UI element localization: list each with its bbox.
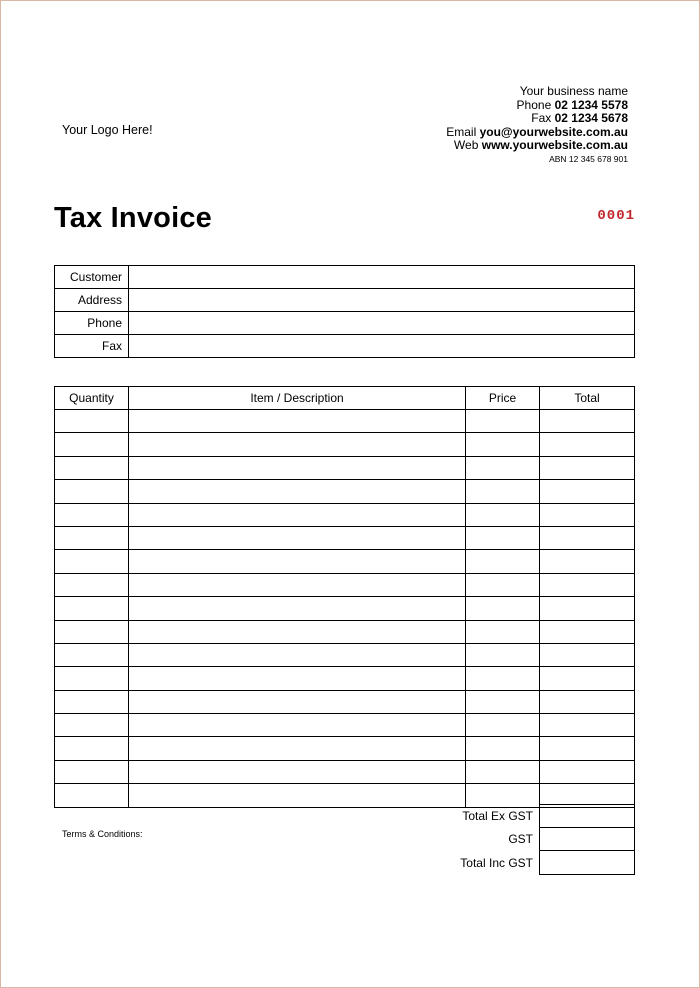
customer-row-fax — [55, 335, 635, 358]
cell-quantity[interactable] — [55, 620, 129, 643]
cell-total[interactable] — [540, 410, 635, 433]
cell-description[interactable] — [129, 550, 466, 573]
cell-description[interactable] — [129, 456, 466, 479]
cell-total[interactable] — [540, 573, 635, 596]
gst-field[interactable] — [539, 828, 635, 852]
cell-quantity[interactable] — [55, 503, 129, 526]
customer-label-phone: Phone — [55, 312, 129, 335]
cell-total[interactable] — [540, 480, 635, 503]
cell-quantity[interactable] — [55, 597, 129, 620]
cell-total[interactable] — [540, 737, 635, 760]
business-email: Email you@yourwebsite.com.au — [446, 124, 628, 139]
customer-label-fax: Fax — [55, 335, 129, 358]
table-row — [55, 433, 635, 456]
table-row — [55, 714, 635, 737]
business-web: Web www.yourwebsite.com.au — [453, 138, 628, 153]
customer-table — [54, 265, 635, 358]
items-table — [54, 386, 635, 808]
totals-section — [400, 804, 635, 875]
cell-description[interactable] — [129, 667, 466, 690]
customer-field-address[interactable] — [129, 289, 635, 312]
table-row — [55, 503, 635, 526]
gst-label: GST — [508, 832, 533, 847]
cell-price[interactable] — [466, 573, 540, 596]
cell-description[interactable] — [129, 737, 466, 760]
table-row — [55, 526, 635, 549]
cell-description[interactable] — [129, 503, 466, 526]
business-abn: ABN 12 345 678 901 — [549, 153, 628, 164]
cell-price[interactable] — [466, 690, 540, 713]
items-header-row — [55, 387, 635, 410]
header-quantity: Quantity — [55, 387, 129, 410]
cell-description[interactable] — [129, 410, 466, 433]
cell-price[interactable] — [466, 410, 540, 433]
cell-price[interactable] — [466, 550, 540, 573]
table-row — [55, 597, 635, 620]
total-ex-gst-label: Total Ex GST — [462, 808, 533, 823]
cell-quantity[interactable] — [55, 784, 129, 807]
customer-row-customer — [55, 266, 635, 289]
terms-label: Terms & Conditions: — [62, 829, 143, 839]
customer-row-phone — [55, 312, 635, 335]
total-inc-gst-label: Total Inc GST — [460, 855, 533, 870]
cell-price[interactable] — [466, 643, 540, 666]
cell-quantity[interactable] — [55, 643, 129, 666]
cell-total[interactable] — [540, 667, 635, 690]
cell-quantity[interactable] — [55, 550, 129, 573]
cell-price[interactable] — [466, 667, 540, 690]
business-phone: Phone 02 1234 5578 — [516, 97, 628, 112]
table-row — [55, 550, 635, 573]
cell-quantity[interactable] — [55, 714, 129, 737]
cell-quantity[interactable] — [55, 433, 129, 456]
header-price: Price — [466, 387, 540, 410]
page-title: Tax Invoice — [54, 202, 213, 234]
cell-description[interactable] — [129, 597, 466, 620]
cell-total[interactable] — [540, 620, 635, 643]
cell-description[interactable] — [129, 760, 466, 783]
table-row — [55, 456, 635, 479]
logo-placeholder: Your Logo Here! — [62, 123, 153, 137]
customer-field-phone[interactable] — [129, 312, 635, 335]
table-row — [55, 410, 635, 433]
table-row — [55, 643, 635, 666]
business-details — [446, 85, 628, 166]
cell-price[interactable] — [466, 597, 540, 620]
customer-label-address: Address — [55, 289, 129, 312]
cell-quantity[interactable] — [55, 526, 129, 549]
total-ex-gst-field[interactable] — [539, 804, 635, 828]
cell-total[interactable] — [540, 456, 635, 479]
cell-description[interactable] — [129, 573, 466, 596]
cell-price[interactable] — [466, 456, 540, 479]
cell-description[interactable] — [129, 690, 466, 713]
cell-description[interactable] — [129, 714, 466, 737]
cell-description[interactable] — [129, 643, 466, 666]
cell-price[interactable] — [466, 526, 540, 549]
cell-total[interactable] — [540, 503, 635, 526]
business-name: Your business name — [519, 84, 628, 98]
table-row — [55, 760, 635, 783]
total-inc-gst-row — [400, 851, 635, 875]
invoice-number: 0001 — [597, 208, 635, 224]
gst-row — [400, 828, 635, 852]
cell-price[interactable] — [466, 620, 540, 643]
cell-quantity[interactable] — [55, 737, 129, 760]
cell-description[interactable] — [129, 433, 466, 456]
customer-field-customer[interactable] — [129, 266, 635, 289]
header-total: Total — [540, 387, 635, 410]
cell-quantity[interactable] — [55, 456, 129, 479]
cell-description[interactable] — [129, 620, 466, 643]
cell-description[interactable] — [129, 480, 466, 503]
cell-total[interactable] — [540, 526, 635, 549]
cell-total[interactable] — [540, 597, 635, 620]
table-row — [55, 620, 635, 643]
cell-price[interactable] — [466, 433, 540, 456]
cell-quantity[interactable] — [55, 667, 129, 690]
cell-total[interactable] — [540, 643, 635, 666]
total-ex-gst-row — [400, 804, 635, 828]
cell-description[interactable] — [129, 526, 466, 549]
total-inc-gst-field[interactable] — [539, 851, 635, 875]
cell-quantity[interactable] — [55, 690, 129, 713]
table-row — [55, 480, 635, 503]
cell-quantity[interactable] — [55, 573, 129, 596]
table-row — [55, 573, 635, 596]
cell-total[interactable] — [540, 714, 635, 737]
business-fax: Fax 02 1234 5678 — [531, 111, 628, 126]
cell-total[interactable] — [540, 760, 635, 783]
table-row — [55, 690, 635, 713]
cell-quantity[interactable] — [55, 410, 129, 433]
cell-price[interactable] — [466, 480, 540, 503]
cell-total[interactable] — [540, 550, 635, 573]
table-row — [55, 667, 635, 690]
header-description: Item / Description — [129, 387, 466, 410]
cell-quantity[interactable] — [55, 760, 129, 783]
customer-row-address — [55, 289, 635, 312]
cell-price[interactable] — [466, 760, 540, 783]
cell-price[interactable] — [466, 737, 540, 760]
table-row — [55, 737, 635, 760]
cell-price[interactable] — [466, 503, 540, 526]
cell-total[interactable] — [540, 690, 635, 713]
cell-quantity[interactable] — [55, 480, 129, 503]
customer-label-customer: Customer — [55, 266, 129, 289]
cell-total[interactable] — [540, 433, 635, 456]
cell-price[interactable] — [466, 714, 540, 737]
customer-field-fax[interactable] — [129, 335, 635, 358]
